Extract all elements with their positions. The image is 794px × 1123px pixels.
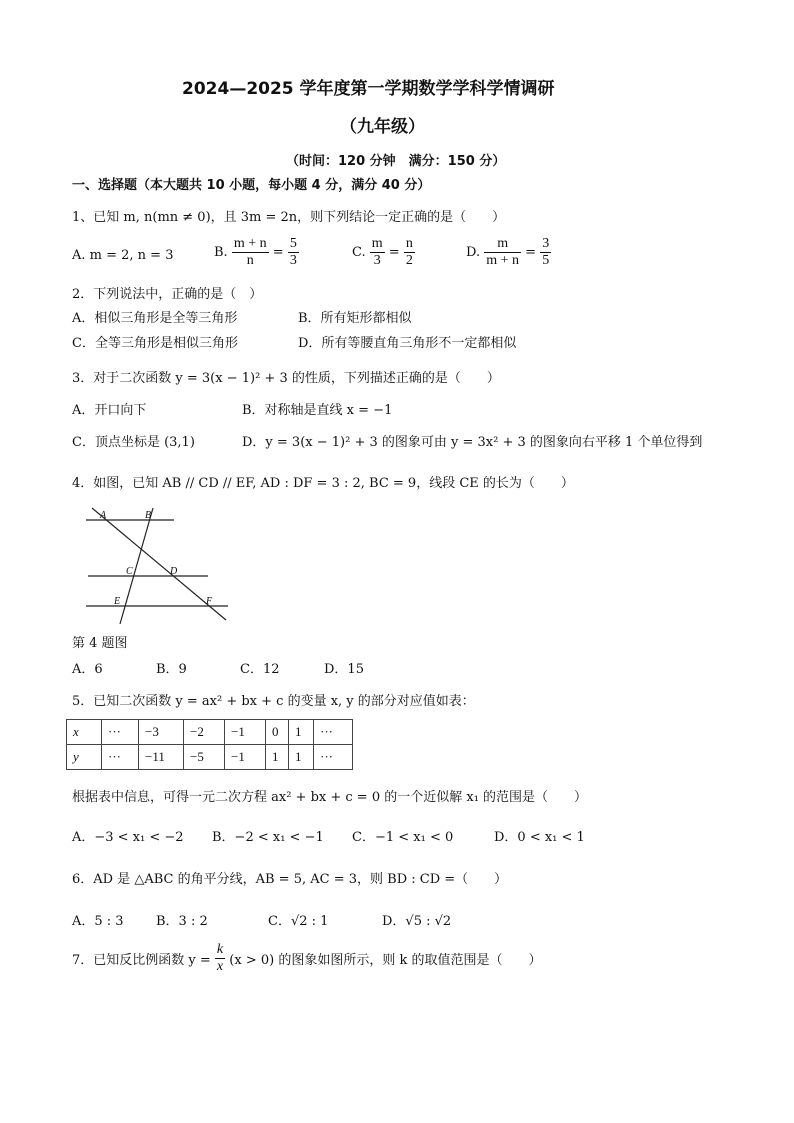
q1-b-rhs-num: 5: [289, 236, 297, 251]
q3-option-a: A．开口向下: [72, 403, 147, 418]
q1-c-rhs-num: n: [405, 236, 413, 251]
q1-b-den: n: [246, 253, 254, 268]
q1-b-label: B.: [214, 245, 228, 260]
table-cell: −1: [225, 745, 266, 770]
label-e: E: [114, 596, 121, 607]
q6-option-c: C．√2 : 1: [268, 914, 329, 929]
q5-option-b: B．−2 < x₁ < −1: [212, 830, 324, 845]
label-f: F: [206, 596, 213, 607]
grade-label: （九年级）: [340, 117, 425, 137]
q2-stem: 2．下列说法中，正确的是（ ）: [72, 287, 263, 302]
label-d: D: [170, 566, 178, 577]
q4-stem: 4．如图，已知 AB // CD // EF, AD : DF = 3 : 2, BC = 9，线段 CE 的长为（ ）: [72, 476, 574, 491]
q3-stem: 3．对于二次函数 y = 3(x − 1)² + 3 的性质，下列描述正确的是（ ）: [72, 371, 500, 386]
q5-option-a: A．−3 < x₁ < −2: [72, 830, 184, 845]
q1-option-d: D. $\frac{m}{m + n}$ = $\frac{3}{5}$: [466, 236, 550, 268]
q6-option-b: B．3 : 2: [156, 914, 208, 929]
table-cell: 1: [289, 745, 314, 770]
q5-option-d: D．0 < x₁ < 1: [494, 830, 585, 845]
table-cell: ···: [102, 745, 139, 770]
exam-title: 2024—2025 学年度第一学期数学学科学情调研: [182, 79, 555, 99]
table-cell: −2: [184, 720, 225, 745]
q7-stem-post: (x > 0) 的图象如图所示，则 k 的取值范围是（ ）: [229, 953, 542, 968]
q1-d-num: m: [484, 236, 521, 253]
label-c: C: [126, 566, 133, 577]
q1-c-rhs-den: 2: [405, 253, 413, 268]
q1-c-den: 3: [373, 253, 381, 268]
table-cell: 0: [266, 720, 289, 745]
q1-stem: 1、已知 m, n(mn ≠ 0)，且 3m = 2n，则下列结论一定正确的是（ ）: [72, 210, 506, 225]
q4-option-d: D．15: [324, 662, 364, 677]
exam-info: （时间：120 分钟 满分：150 分）: [286, 154, 506, 169]
q4-figure: [78, 506, 238, 626]
q1-d-label: D.: [466, 245, 481, 260]
q1-b-rhs-den: 3: [289, 253, 297, 268]
table-cell: −1: [225, 720, 266, 745]
q1-b-num: m + n: [233, 236, 267, 251]
q2-option-b: B．所有矩形都相似: [298, 311, 412, 326]
q5-follow: 根据表中信息，可得一元二次方程 ax² + bx + c = 0 的一个近似解 x₁ 的范围是（ ）: [72, 790, 588, 805]
table-cell: −3: [139, 720, 184, 745]
table-row: [67, 720, 353, 745]
q6-option-d: D．√5 : √2: [382, 914, 452, 929]
q1-option-c: C. $\frac{m}{3}$ = $\frac{n}{2}$: [352, 236, 413, 268]
q4-caption: 第 4 题图: [72, 636, 128, 651]
q1-c-label: C.: [352, 245, 366, 260]
q1-d-den: m + n: [486, 253, 520, 268]
table-cell: x: [67, 720, 102, 745]
q2-option-c: C．全等三角形是相似三角形: [72, 336, 238, 351]
q1-d-rhs-den: 5: [542, 253, 550, 268]
q7-frac-num: k: [216, 942, 224, 957]
q5-option-c: C．−1 < x₁ < 0: [352, 830, 454, 845]
q3-option-d: D．y = 3(x − 1)² + 3 的图象可由 y = 3x² + 3 的图象向右平移 1 个单位得到: [242, 435, 703, 450]
q1-option-a: A. m = 2, n = 3: [72, 248, 174, 263]
table-row: [67, 745, 353, 770]
q7-frac-den: x: [216, 959, 224, 974]
q6-stem: 6．AD 是 △ABC 的角平分线，AB = 5, AC = 3，则 BD : CD =（ ）: [72, 872, 508, 887]
q1-d-rhs-num: 3: [542, 236, 550, 251]
table-cell: 1: [266, 745, 289, 770]
q2-option-a: A．相似三角形是全等三角形: [72, 311, 238, 326]
q4-option-a: A．6: [72, 662, 103, 677]
section-heading: 一、选择题（本大题共 10 小题，每小题 4 分，满分 40 分）: [72, 178, 431, 193]
q1-option-b: B. $\frac{m + n}{n}$ = $\frac{5}{3}$: [214, 236, 297, 268]
q2-option-d: D．所有等腰直角三角形不一定都相似: [298, 336, 517, 351]
table-cell: ···: [314, 745, 353, 770]
q4-option-b: B．9: [156, 662, 187, 677]
q7-stem-pre: 7．已知反比例函数 y =: [72, 953, 211, 968]
label-a: A: [100, 510, 107, 521]
q5-value-table: [66, 719, 353, 770]
table-cell: 1: [289, 720, 314, 745]
q3-option-b: B．对称轴是直线 x = −1: [242, 403, 393, 418]
table-cell: y: [67, 745, 102, 770]
q7-stem: [72, 942, 541, 975]
table-cell: −11: [139, 745, 184, 770]
q3-option-c: C．顶点坐标是 (3,1): [72, 435, 195, 450]
q4-option-c: C．12: [240, 662, 280, 677]
q5-stem: 5．已知二次函数 y = ax² + bx + c 的变量 x, y 的部分对应值如表：: [72, 694, 475, 709]
q1-c-num: m: [371, 236, 383, 251]
table-cell: ···: [314, 720, 353, 745]
label-b: B: [145, 510, 152, 521]
table-cell: ···: [102, 720, 139, 745]
q6-option-a: A．5 : 3: [72, 914, 124, 929]
table-cell: −5: [184, 745, 225, 770]
